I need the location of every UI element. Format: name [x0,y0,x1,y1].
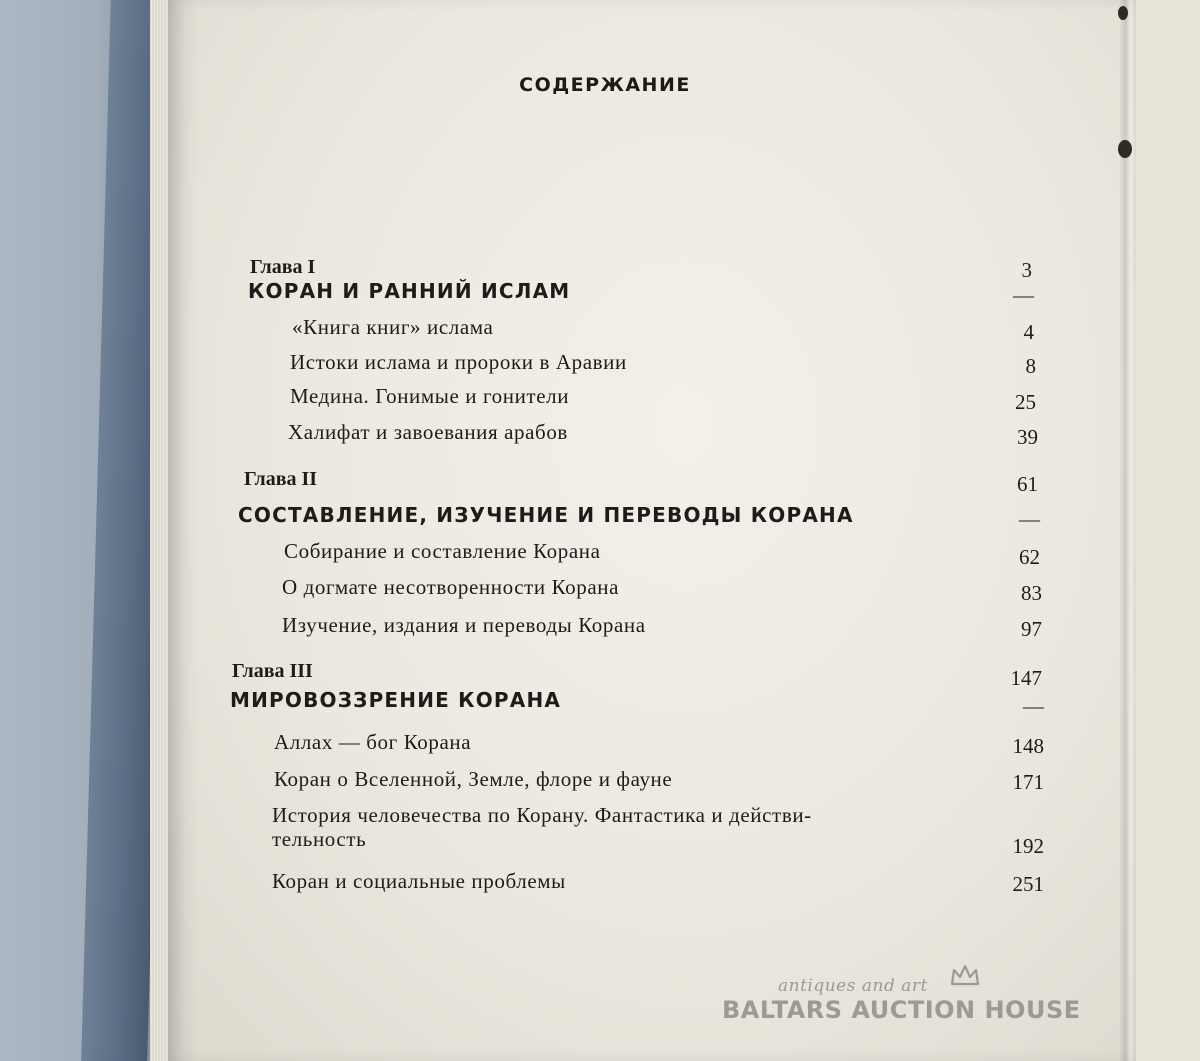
toc-item-2-1-page: 62 [1019,545,1040,569]
watermark-brand: BALTARS AUCTION HOUSE [722,996,1081,1024]
toc-item-3-3: История человечества по Корану. Фантастика и действи- [272,803,812,827]
watermark-tagline: antiques and art [778,976,928,996]
chapter-2-heading: СОСТАВЛЕНИЕ, ИЗУЧЕНИЕ И ПЕРЕВОДЫ КОРАНА [238,503,854,527]
toc-item-2-1: Собирание и составление Корана [284,539,601,563]
toc-item-2-3-page: 97 [1021,617,1042,641]
chapter-3-label: Глава III [232,660,313,682]
chapter-2-label: Глава II [244,468,318,490]
toc-item-1-4: Халифат и завоевания арабов [288,420,568,444]
book-page [168,0,1200,1061]
chapter-1-label: Глава I [250,256,316,278]
chapter-3-page: 147 [1010,666,1042,690]
toc-item-2-2-page: 83 [1021,581,1042,605]
toc-item-3-1: Аллах — бог Корана [274,730,472,754]
binding-hole-top [1118,6,1128,20]
toc-item-2-2: О догмате несотворенности Корана [282,575,620,599]
chapter-1-page: 3 [1021,258,1032,282]
toc-item-2-3: Изучение, издания и переводы Корана [282,613,646,637]
toc-item-3-3-page: 192 [1012,834,1044,858]
toc-item-1-2: Истоки ислама и пророки в Аравии [290,350,627,374]
crown-icon [950,964,980,988]
toc-item-1-4-page: 39 [1017,425,1038,449]
toc-item-3-4-page: 251 [1012,872,1044,896]
toc-item-1-3-page: 25 [1015,390,1036,414]
toc-item-1-1: «Книга книг» ислама [292,315,494,339]
chapter-3-heading-dash: — [1023,694,1044,718]
chapter-2-heading-dash: — [1019,507,1040,531]
binding-hole [1118,140,1132,158]
toc-item-1-1-page: 4 [1023,320,1034,344]
auction-house-watermark [722,976,1092,1036]
chapter-1-heading: КОРАН И РАННИЙ ИСЛАМ [248,279,571,303]
chapter-3-heading: МИРОВОЗЗРЕНИЕ КОРАНА [230,688,562,712]
page-title: СОДЕРЖАНИЕ [519,74,691,96]
toc-item-3-2: Коран о Вселенной, Земле, флоре и фауне [274,767,673,791]
facing-page-edge [1136,0,1200,1061]
toc-item-3-1-page: 148 [1012,734,1044,758]
toc-item-3-2-page: 171 [1012,770,1044,794]
chapter-1-heading-dash: — [1013,283,1034,307]
chapter-2-page: 61 [1017,472,1038,496]
toc-item-3-4: Коран и социальные проблемы [272,869,566,893]
book-spine-crease [1120,0,1136,1061]
toc-item-1-2-page: 8 [1025,354,1036,378]
toc-item-1-3: Медина. Гонимые и гонители [290,384,570,408]
toc-item-3-3-continued: тельность [272,827,367,851]
